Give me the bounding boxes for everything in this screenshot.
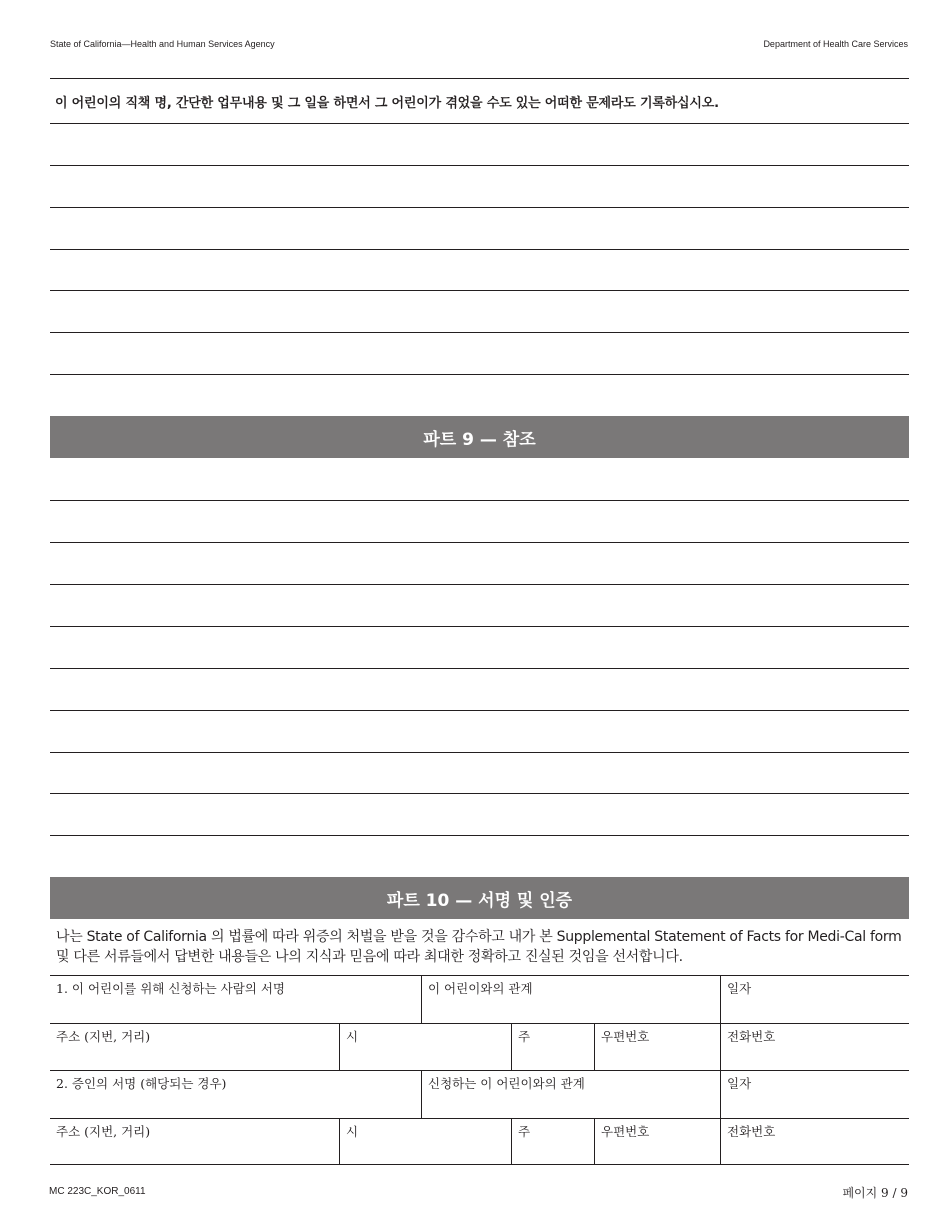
applicant-address-field[interactable] xyxy=(50,1024,339,1071)
field-label: 우편번호 xyxy=(601,1028,650,1044)
field-label: 우편번호 xyxy=(601,1123,650,1139)
writing-line[interactable] xyxy=(50,207,909,208)
witness-signature-field[interactable] xyxy=(50,1071,421,1118)
field-label: 일자 xyxy=(727,1076,752,1091)
witness-phone-field[interactable] xyxy=(720,1119,909,1165)
agency-header: State of California—Health and Human Services Agency xyxy=(50,39,275,49)
job-instruction: 이 어린이의 직책 명, 간단한 업무내용 및 그 일을 하면서 그 어린이가 겪었을 수도 있는 어떠한 문제라도 기록하십시오. xyxy=(55,96,719,111)
witness-zip-field[interactable] xyxy=(594,1119,720,1165)
writing-line[interactable] xyxy=(50,249,909,250)
certification-statement: 나는 State of California 의 법률에 따라 위증의 처벌을 받을 것을 감수하고 내가 본 Supplemental Statement of Facts for Medi-Cal form 및 다른 서류들에서 답변한 내용들은 나의 지식과 믿음에 따라 최대한 정확하고 진실된 것임을 선서합니다. xyxy=(56,929,902,965)
department-header: Department of Health Care Services xyxy=(763,39,908,49)
field-label: 이 어린이와의 관계 xyxy=(428,981,533,996)
part9-title: 파트 9 — 참조 xyxy=(423,429,536,450)
part9-title-bar xyxy=(50,416,909,458)
field-label: 주 xyxy=(518,1123,531,1139)
applicant-signature-row xyxy=(50,975,909,1023)
field-label: 시 xyxy=(346,1028,359,1044)
reference-line[interactable] xyxy=(50,500,909,501)
signature-grid xyxy=(50,975,909,1165)
witness-city-field[interactable] xyxy=(339,1119,511,1165)
witness-date-field[interactable] xyxy=(720,1071,909,1118)
applicant-state-field[interactable] xyxy=(511,1024,594,1071)
applicant-zip-field[interactable] xyxy=(594,1024,720,1071)
applicant-address-row xyxy=(50,1023,909,1071)
reference-line[interactable] xyxy=(50,793,909,794)
field-label: 일자 xyxy=(727,981,752,996)
writing-line[interactable] xyxy=(50,123,909,124)
writing-line[interactable] xyxy=(50,290,909,291)
page-number: 페이지 9 / 9 xyxy=(842,1186,908,1200)
writing-line[interactable] xyxy=(50,332,909,333)
reference-line[interactable] xyxy=(50,584,909,585)
applicant-city-field[interactable] xyxy=(339,1024,511,1071)
reference-line[interactable] xyxy=(50,668,909,669)
witness-signature-row xyxy=(50,1070,909,1118)
applicant-phone-field[interactable] xyxy=(720,1024,909,1071)
reference-line[interactable] xyxy=(50,835,909,836)
form-code: MC 223C_KOR_0611 xyxy=(49,1186,146,1197)
witness-address-field[interactable] xyxy=(50,1119,339,1165)
field-label: 전화번호 xyxy=(727,1028,776,1044)
writing-line[interactable] xyxy=(50,374,909,375)
field-label: 신청하는 이 어린이와의 관계 xyxy=(428,1076,585,1091)
witness-address-row xyxy=(50,1118,909,1166)
applicant-date-field[interactable] xyxy=(720,976,909,1023)
part10-title-bar xyxy=(50,877,909,919)
field-label: 1. 이 어린이를 위해 신청하는 사람의 서명 xyxy=(56,981,285,996)
reference-line[interactable] xyxy=(50,542,909,543)
field-label: 주 xyxy=(518,1028,531,1044)
field-label: 주소 (지번, 거리) xyxy=(56,1028,151,1044)
witness-relationship-field[interactable] xyxy=(421,1071,720,1118)
reference-line[interactable] xyxy=(50,752,909,753)
field-label: 주소 (지번, 거리) xyxy=(56,1123,151,1139)
field-label: 시 xyxy=(346,1123,359,1139)
section-top-rule xyxy=(50,78,909,79)
writing-line[interactable] xyxy=(50,165,909,166)
field-label: 전화번호 xyxy=(727,1123,776,1139)
applicant-relationship-field[interactable] xyxy=(421,976,720,1023)
reference-line[interactable] xyxy=(50,626,909,627)
witness-state-field[interactable] xyxy=(511,1119,594,1165)
field-label: 2. 증인의 서명 (해당되는 경우) xyxy=(56,1076,227,1091)
part10-title: 파트 10 — 서명 및 인증 xyxy=(386,890,573,911)
reference-line[interactable] xyxy=(50,710,909,711)
applicant-signature-field[interactable] xyxy=(50,976,421,1023)
